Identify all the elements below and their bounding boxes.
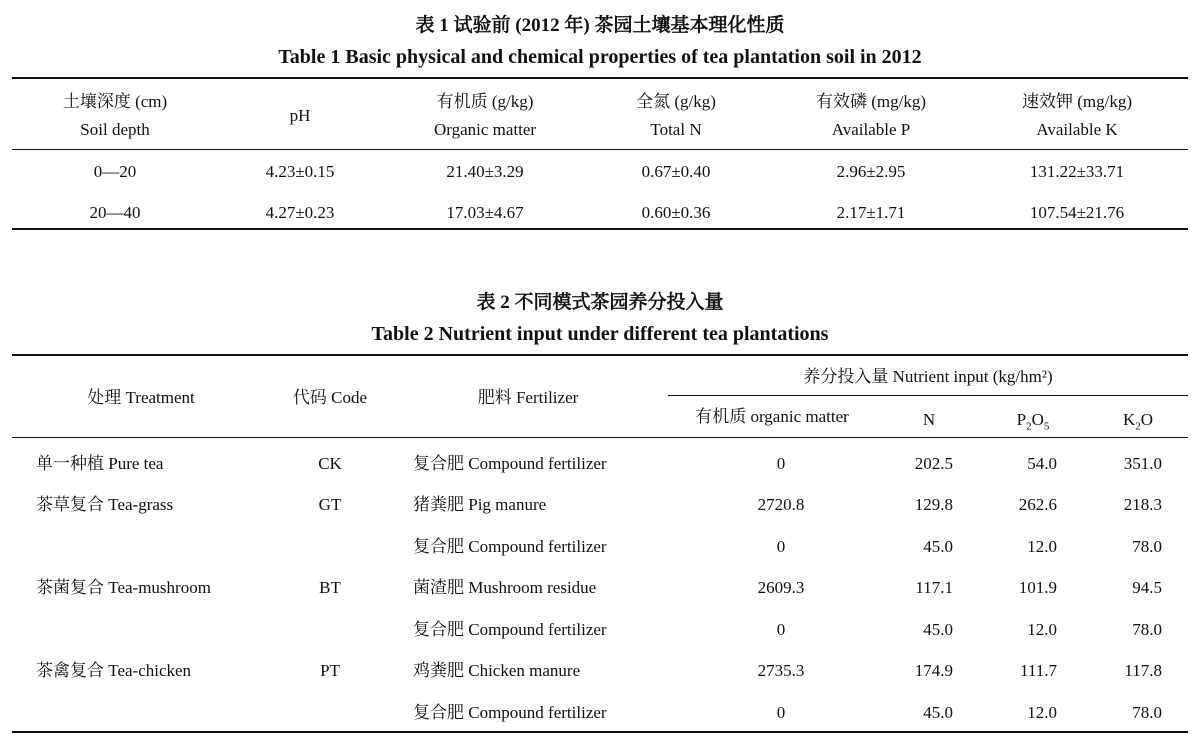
table1-header-en: Total N — [650, 120, 702, 139]
col-header-nutrient-input: 养分投入量 Nutrient input (kg/hm²) — [803, 367, 1053, 386]
table2-top-rule — [12, 354, 1188, 356]
table1-cell: 17.03±4.67 — [446, 203, 524, 222]
k2o-cell: 117.8 — [1124, 661, 1162, 680]
k2o-cell: 94.5 — [1132, 578, 1162, 597]
treatment-cell: 茶草复合 Tea-grass — [36, 495, 174, 514]
fertilizer-cell: 复合肥 Compound fertilizer — [413, 454, 607, 473]
k2o-cell: 351.0 — [1123, 454, 1162, 473]
p2o5-cell: 262.6 — [1018, 495, 1057, 514]
table2-bottom-rule — [12, 731, 1188, 733]
table1-cell: 4.27±0.23 — [265, 203, 335, 222]
n-cell: 45.0 — [923, 620, 953, 639]
fertilizer-cell: 复合肥 Compound fertilizer — [413, 620, 607, 639]
organic-matter-cell: 0 — [776, 537, 786, 556]
table1-cell: 131.22±33.71 — [1029, 162, 1125, 181]
table1-header-cn: 有机质 (g/kg) — [436, 92, 534, 111]
table1-header-cn: 全氮 (g/kg) — [636, 92, 716, 111]
table1-bottom-rule — [12, 228, 1188, 230]
nutrient-group-rule — [668, 395, 1188, 396]
table1-cell: 0.67±0.40 — [641, 162, 711, 181]
code-cell: GT — [318, 495, 342, 514]
table1-cell: 0.60±0.36 — [641, 203, 711, 222]
col-header-p2o5: $P_2O_5$ — [1016, 410, 1050, 433]
fertilizer-cell: 猪粪肥 Pig manure — [413, 495, 547, 514]
table1-header-en: Organic matter — [433, 120, 537, 139]
k2o-cell: 78.0 — [1132, 620, 1162, 639]
p2o5-cell: 12.0 — [1027, 537, 1057, 556]
col-header-treatment: 处理 Treatment — [87, 388, 195, 407]
n-cell: 45.0 — [923, 703, 953, 722]
table2-caption-cn: 表 2 不同模式茶园养分投入量 — [476, 292, 724, 313]
col-header-n: N — [922, 410, 936, 429]
n-cell: 174.9 — [914, 661, 953, 680]
organic-matter-cell: 0 — [776, 620, 786, 639]
table1-header-cn: 有效磷 (mg/kg) — [815, 92, 927, 111]
table1-cell: 21.40±3.29 — [446, 162, 524, 181]
p2o5-cell: 101.9 — [1018, 578, 1057, 597]
n-cell: 45.0 — [923, 537, 953, 556]
col-header-fertilizer: 肥料 Fertilizer — [477, 388, 579, 407]
table2-caption-en: Table 2 Nutrient input under different tea plantations — [371, 323, 829, 345]
table1-cell: 2.17±1.71 — [836, 203, 906, 222]
organic-matter-cell: 0 — [776, 703, 786, 722]
table1-header-en: Available K — [1036, 120, 1118, 139]
table1-header-cn: 速效钾 (mg/kg) — [1021, 92, 1133, 111]
table1-caption-en: Table 1 Basic physical and chemical properties of tea plantation soil in 2012 — [278, 46, 922, 68]
code-cell: CK — [318, 454, 342, 473]
p2o5-cell: 111.7 — [1020, 661, 1057, 680]
code-cell: BT — [319, 578, 341, 597]
organic-matter-cell: 2720.8 — [757, 495, 805, 514]
organic-matter-cell: 0 — [776, 454, 786, 473]
treatment-cell: 茶禽复合 Tea-chicken — [36, 661, 192, 680]
p2o5-cell: 54.0 — [1027, 454, 1057, 473]
p2o5-cell: 12.0 — [1027, 703, 1057, 722]
table1-cell: 2.96±2.95 — [836, 162, 906, 181]
code-cell: PT — [320, 661, 340, 680]
organic-matter-cell: 2609.3 — [757, 578, 805, 597]
col-header-k2o: $K_2O$ — [1122, 410, 1154, 433]
n-cell: 202.5 — [914, 454, 953, 473]
treatment-cell: 单一种植 Pure tea — [36, 454, 164, 473]
table1-cell: 107.54±21.76 — [1029, 203, 1125, 222]
k2o-cell: 78.0 — [1132, 703, 1162, 722]
fertilizer-cell: 复合肥 Compound fertilizer — [413, 703, 607, 722]
n-cell: 117.1 — [915, 578, 953, 597]
table2-header-rule — [12, 437, 1188, 438]
table1-header-en: Available P — [831, 120, 911, 139]
k2o-cell: 218.3 — [1123, 495, 1162, 514]
table1-cell: 4.23±0.15 — [265, 162, 335, 181]
table1-cell: 20—40 — [89, 203, 141, 222]
n-cell: 129.8 — [914, 495, 953, 514]
col-header-code: 代码 Code — [292, 388, 368, 407]
table1-cell: 0—20 — [93, 162, 137, 181]
k2o-cell: 78.0 — [1132, 537, 1162, 556]
organic-matter-cell: 2735.3 — [757, 661, 805, 680]
fertilizer-cell: 复合肥 Compound fertilizer — [413, 537, 607, 556]
table1-header-en: pH — [289, 106, 311, 125]
treatment-cell: 茶菌复合 Tea-mushroom — [36, 578, 211, 597]
table1-header-en: Soil depth — [80, 120, 150, 139]
table1-header-rule — [12, 149, 1188, 150]
table1-caption-cn: 表 1 试验前 (2012 年) 茶园土壤基本理化性质 — [415, 15, 785, 36]
table1-top-rule — [12, 77, 1188, 79]
p2o5-cell: 12.0 — [1027, 620, 1057, 639]
fertilizer-cell: 菌渣肥 Mushroom residue — [413, 578, 597, 597]
col-header-organic: 有机质 organic matter — [695, 407, 849, 426]
table1-header-cn: 土壤深度 (cm) — [62, 92, 168, 111]
fertilizer-cell: 鸡粪肥 Chicken manure — [413, 661, 581, 680]
